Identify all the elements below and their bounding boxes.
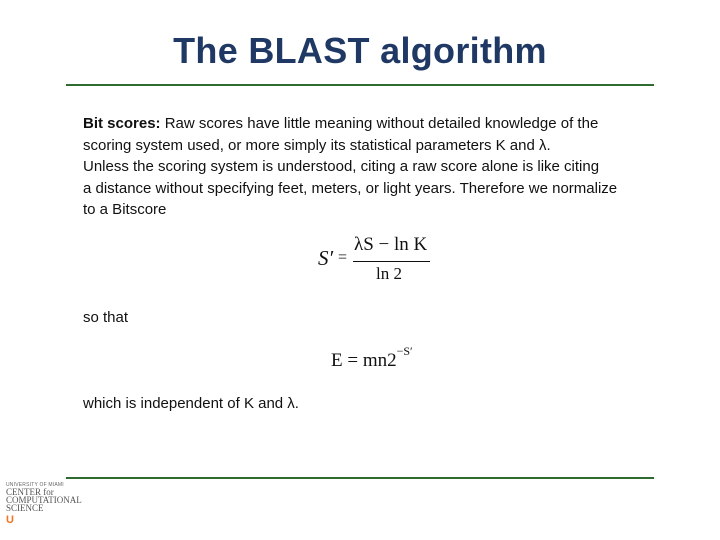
bit-scores-paragraph: [83, 113, 708, 221]
closing-text: which is independent of K and λ.: [83, 395, 299, 412]
bitscore-formula: [318, 236, 438, 286]
paragraph-line-1: Bit scores: Raw scores have little meaning without detailed knowledge of the: [83, 115, 599, 132]
logo-science-text: SCIENCE: [6, 503, 44, 513]
logo-u-mark: U: [6, 514, 14, 526]
paragraph-line-2: scoring system used, or more simply its statistical parameters K and λ.: [83, 136, 551, 154]
so-that-text: so that: [83, 309, 129, 326]
evalue-formula: [331, 344, 441, 380]
logo-center-text: CENTER for: [6, 487, 54, 497]
paragraph-line-5: to a Bitscore: [83, 201, 167, 218]
slide-title: The BLAST algorithm: [173, 30, 547, 71]
top-divider: [66, 84, 654, 86]
university-logo: [6, 482, 106, 538]
paragraph-line-4: a distance without specifying feet, meters, or light years. Therefore we normalize: [83, 179, 618, 197]
logo-computational-text: COMPUTATIONAL: [6, 495, 82, 505]
evalue-base: E = mn2: [331, 350, 397, 371]
bottom-divider: [66, 477, 654, 479]
formula-equals: =: [338, 249, 348, 266]
paragraph-line-3: Unless the scoring system is understood, citing a raw score alone is like citing: [83, 158, 600, 175]
bit-scores-label: Bit scores:: [83, 115, 161, 132]
formula-denominator: ln 2: [376, 264, 402, 283]
formula-numerator: λS − ln K: [354, 234, 428, 255]
evalue-exponent: −S′: [396, 344, 413, 358]
formula-lhs: S′: [318, 246, 334, 270]
fraction-bar: [353, 261, 430, 262]
logo-university-text: UNIVERSITY OF MIAMI: [6, 482, 64, 488]
